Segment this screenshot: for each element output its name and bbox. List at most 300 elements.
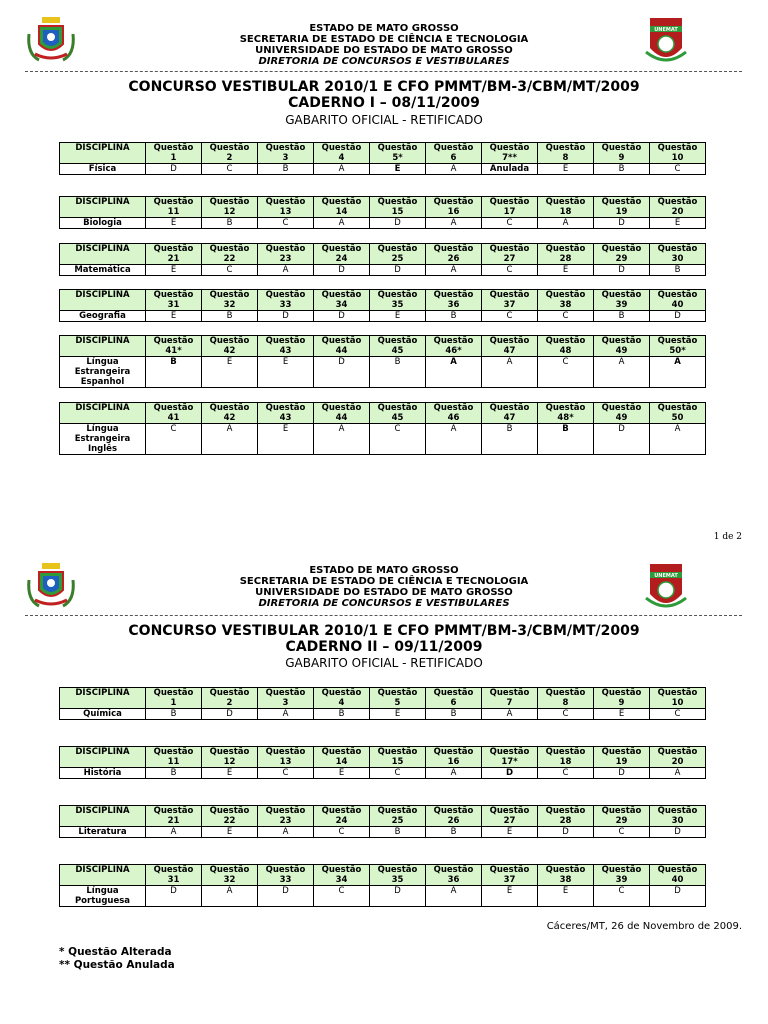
answer-cell: C bbox=[314, 886, 370, 907]
question-label: Questão bbox=[209, 143, 250, 153]
answer-cell: A bbox=[426, 768, 482, 779]
header-disciplina: DISCIPLINA bbox=[60, 688, 146, 709]
answer-cell: A bbox=[538, 218, 594, 229]
question-label: Questão bbox=[321, 244, 362, 254]
question-number: 44 bbox=[335, 346, 348, 356]
question-header bbox=[594, 290, 650, 311]
question-label: Questão bbox=[153, 806, 194, 816]
answer-cell: A bbox=[146, 827, 202, 838]
question-header bbox=[594, 688, 650, 709]
answer-key-table bbox=[59, 142, 706, 175]
question-header bbox=[482, 403, 538, 424]
answer-cell: C bbox=[482, 265, 538, 276]
question-label: Questão bbox=[153, 403, 194, 413]
answer-cell: E bbox=[650, 218, 706, 229]
question-label: Questão bbox=[377, 197, 418, 207]
question-header bbox=[146, 403, 202, 424]
question-label: Questão bbox=[209, 865, 250, 875]
answer-cell: B bbox=[426, 827, 482, 838]
answer-cell: C bbox=[314, 827, 370, 838]
question-header bbox=[314, 747, 370, 768]
question-number: 23 bbox=[279, 254, 292, 264]
question-label: Questão bbox=[657, 143, 698, 153]
question-header bbox=[426, 688, 482, 709]
question-label: Questão bbox=[545, 865, 586, 875]
question-number: 40 bbox=[671, 875, 684, 885]
question-header bbox=[650, 290, 706, 311]
question-header bbox=[370, 688, 426, 709]
question-number: 31 bbox=[167, 875, 180, 885]
question-number: 15 bbox=[391, 757, 404, 767]
question-header bbox=[258, 865, 314, 886]
question-label: Questão bbox=[265, 197, 306, 207]
question-header bbox=[538, 403, 594, 424]
answer-cell: D bbox=[594, 265, 650, 276]
answer-cell: D bbox=[258, 886, 314, 907]
question-label: Questão bbox=[209, 336, 250, 346]
question-header bbox=[482, 336, 538, 357]
answer-cell: C bbox=[202, 265, 258, 276]
question-label: Questão bbox=[153, 688, 194, 698]
answer-cell: A bbox=[314, 424, 370, 455]
answer-cell: B bbox=[146, 768, 202, 779]
answer-key-table bbox=[59, 196, 706, 229]
question-header bbox=[258, 403, 314, 424]
question-label: Questão bbox=[377, 290, 418, 300]
question-number: 31 bbox=[167, 300, 180, 310]
question-label: Questão bbox=[377, 403, 418, 413]
question-number: 21 bbox=[167, 254, 180, 264]
question-number: 30 bbox=[671, 816, 684, 826]
question-number: 17 bbox=[503, 207, 516, 217]
question-number: 33 bbox=[279, 300, 292, 310]
answer-cell: E bbox=[202, 827, 258, 838]
answer-cell: B bbox=[426, 311, 482, 322]
question-number: 5 bbox=[394, 698, 401, 708]
question-header bbox=[594, 806, 650, 827]
question-label: Questão bbox=[489, 336, 530, 346]
question-number: 36 bbox=[447, 300, 460, 310]
question-label: Questão bbox=[153, 290, 194, 300]
page2-caderno: CADERNO II – 09/11/2009 bbox=[285, 639, 483, 655]
question-header bbox=[650, 747, 706, 768]
question-label: Questão bbox=[153, 143, 194, 153]
answer-cell: C bbox=[650, 164, 706, 175]
question-header bbox=[594, 403, 650, 424]
answer-key-table bbox=[59, 864, 706, 907]
question-header bbox=[314, 336, 370, 357]
question-label: Questão bbox=[433, 806, 474, 816]
question-label: Questão bbox=[321, 403, 362, 413]
question-number: 42 bbox=[223, 346, 236, 356]
answer-cell: C bbox=[482, 311, 538, 322]
question-label: Questão bbox=[489, 865, 530, 875]
answer-cell: A bbox=[426, 886, 482, 907]
answer-cell: A bbox=[258, 709, 314, 720]
question-number: 18 bbox=[559, 207, 572, 217]
question-label: Questão bbox=[489, 197, 530, 207]
question-header bbox=[650, 688, 706, 709]
question-label: Questão bbox=[265, 403, 306, 413]
question-label: Questão bbox=[321, 290, 362, 300]
question-header bbox=[146, 865, 202, 886]
answer-cell: C bbox=[594, 827, 650, 838]
question-number: 28 bbox=[559, 816, 572, 826]
question-number: 12 bbox=[223, 207, 236, 217]
question-number: 37 bbox=[503, 875, 516, 885]
question-number: 8 bbox=[562, 153, 569, 163]
question-label: Questão bbox=[265, 336, 306, 346]
answer-cell: A bbox=[426, 265, 482, 276]
question-number: 29 bbox=[615, 816, 628, 826]
answer-cell: C bbox=[538, 768, 594, 779]
answer-cell: C bbox=[538, 357, 594, 388]
question-label: Questão bbox=[321, 143, 362, 153]
header-disciplina: DISCIPLINA bbox=[60, 336, 146, 357]
question-number: 24 bbox=[335, 254, 348, 264]
answer-cell: D bbox=[370, 886, 426, 907]
legend-altered: * Questão Alterada bbox=[59, 946, 172, 958]
question-number: 49 bbox=[615, 346, 628, 356]
question-header bbox=[538, 865, 594, 886]
question-label: Questão bbox=[321, 806, 362, 816]
question-number: 8 bbox=[562, 698, 569, 708]
header-directorate: DIRETORIA DE CONCURSOS E VESTIBULARES bbox=[258, 598, 510, 609]
answer-cell: C bbox=[482, 218, 538, 229]
question-header bbox=[370, 197, 426, 218]
answer-cell: C bbox=[594, 886, 650, 907]
question-header bbox=[650, 244, 706, 265]
question-number: 45 bbox=[391, 413, 404, 423]
question-label: Questão bbox=[601, 865, 642, 875]
answer-key-table bbox=[59, 335, 706, 388]
legend bbox=[59, 946, 175, 972]
question-number: 19 bbox=[615, 757, 628, 767]
question-header bbox=[146, 806, 202, 827]
header-secretariat: SECRETARIA DE ESTADO DE CIÊNCIA E TECNOLOGIA bbox=[239, 34, 529, 45]
question-label: Questão bbox=[601, 403, 642, 413]
question-label: Questão bbox=[209, 403, 250, 413]
answer-cell: A bbox=[650, 768, 706, 779]
question-label: Questão bbox=[657, 865, 698, 875]
question-number: 16 bbox=[447, 207, 460, 217]
question-number: 25 bbox=[391, 816, 404, 826]
question-label: Questão bbox=[265, 290, 306, 300]
answer-cell: E bbox=[258, 357, 314, 388]
question-label: Questão bbox=[265, 747, 306, 757]
question-label: Questão bbox=[153, 747, 194, 757]
question-header bbox=[202, 747, 258, 768]
answer-cell: A bbox=[426, 218, 482, 229]
question-header bbox=[426, 244, 482, 265]
answer-cell: B bbox=[426, 709, 482, 720]
question-header bbox=[426, 143, 482, 164]
question-number: 50 bbox=[671, 413, 684, 423]
answer-cell: E bbox=[538, 164, 594, 175]
question-number: 39 bbox=[615, 300, 628, 310]
question-label: Questão bbox=[601, 244, 642, 254]
question-number: 20 bbox=[671, 207, 684, 217]
answer-cell: D bbox=[146, 886, 202, 907]
question-number: 22 bbox=[223, 254, 236, 264]
answer-key-table bbox=[59, 243, 706, 276]
question-label: Questão bbox=[545, 290, 586, 300]
question-header bbox=[370, 290, 426, 311]
question-label: Questão bbox=[377, 865, 418, 875]
question-label: Questão bbox=[601, 290, 642, 300]
question-label: Questão bbox=[657, 688, 698, 698]
answer-cell: Anulada bbox=[482, 164, 538, 175]
answer-cell: D bbox=[650, 886, 706, 907]
answer-cell: D bbox=[314, 357, 370, 388]
question-label: Questão bbox=[657, 806, 698, 816]
answer-cell: B bbox=[202, 218, 258, 229]
header-disciplina: DISCIPLINA bbox=[60, 865, 146, 886]
question-label: Questão bbox=[433, 244, 474, 254]
question-header bbox=[594, 197, 650, 218]
subject-name: Literatura bbox=[60, 827, 146, 838]
page2-subtitle: GABARITO OFICIAL - RETIFICADO bbox=[285, 656, 483, 670]
header-disciplina: DISCIPLINA bbox=[60, 403, 146, 424]
question-header bbox=[482, 865, 538, 886]
seal-label: UNEMAT bbox=[654, 573, 678, 579]
question-header bbox=[650, 806, 706, 827]
question-header bbox=[258, 197, 314, 218]
question-label: Questão bbox=[601, 336, 642, 346]
question-label: Questão bbox=[433, 197, 474, 207]
question-header bbox=[146, 197, 202, 218]
question-number: 3 bbox=[282, 153, 289, 163]
question-header bbox=[426, 403, 482, 424]
answer-cell: E bbox=[202, 768, 258, 779]
answer-cell: E bbox=[258, 424, 314, 455]
question-header bbox=[482, 747, 538, 768]
question-label: Questão bbox=[489, 403, 530, 413]
question-number: 25 bbox=[391, 254, 404, 264]
question-number: 34 bbox=[335, 300, 348, 310]
question-header bbox=[370, 747, 426, 768]
question-label: Questão bbox=[377, 244, 418, 254]
question-number: 41* bbox=[165, 346, 182, 356]
question-number: 19 bbox=[615, 207, 628, 217]
answer-cell: D bbox=[202, 709, 258, 720]
question-number: 9 bbox=[618, 698, 625, 708]
question-label: Questão bbox=[377, 143, 418, 153]
question-header bbox=[146, 244, 202, 265]
header-disciplina: DISCIPLINA bbox=[60, 806, 146, 827]
question-label: Questão bbox=[545, 197, 586, 207]
answer-cell: A bbox=[314, 164, 370, 175]
question-header bbox=[538, 143, 594, 164]
question-number: 9 bbox=[618, 153, 625, 163]
question-header bbox=[314, 806, 370, 827]
question-header bbox=[370, 806, 426, 827]
answer-cell: C bbox=[370, 768, 426, 779]
page1-subtitle: GABARITO OFICIAL - RETIFICADO bbox=[285, 113, 483, 127]
question-label: Questão bbox=[433, 747, 474, 757]
answer-cell: C bbox=[538, 709, 594, 720]
header-state: ESTADO DE MATO GROSSO bbox=[309, 23, 459, 34]
header-directorate: DIRETORIA DE CONCURSOS E VESTIBULARES bbox=[258, 56, 510, 67]
question-number: 3 bbox=[282, 698, 289, 708]
question-number: 34 bbox=[335, 875, 348, 885]
question-number: 41 bbox=[167, 413, 180, 423]
answer-cell: B bbox=[258, 164, 314, 175]
question-header bbox=[314, 244, 370, 265]
question-header bbox=[202, 290, 258, 311]
answer-cell: D bbox=[594, 424, 650, 455]
question-number: 49 bbox=[615, 413, 628, 423]
question-header bbox=[258, 688, 314, 709]
answer-cell: C bbox=[258, 218, 314, 229]
question-label: Questão bbox=[265, 143, 306, 153]
page1-title: CONCURSO VESTIBULAR 2010/1 E CFO PMMT/BM-3/CBM/MT/2009 bbox=[128, 79, 640, 95]
subject-name: Geografia bbox=[60, 311, 146, 322]
question-label: Questão bbox=[601, 143, 642, 153]
question-label: Questão bbox=[153, 865, 194, 875]
question-number: 44 bbox=[335, 413, 348, 423]
question-label: Questão bbox=[489, 290, 530, 300]
answer-cell: A bbox=[594, 357, 650, 388]
answer-cell: B bbox=[202, 311, 258, 322]
answer-key-table bbox=[59, 746, 706, 779]
answer-cell: B bbox=[314, 709, 370, 720]
question-label: Questão bbox=[657, 197, 698, 207]
answer-cell: C bbox=[258, 768, 314, 779]
answer-cell: C bbox=[650, 709, 706, 720]
subject-name: Química bbox=[60, 709, 146, 720]
question-label: Questão bbox=[209, 197, 250, 207]
question-label: Questão bbox=[489, 143, 530, 153]
answer-cell: E bbox=[370, 709, 426, 720]
question-header bbox=[202, 806, 258, 827]
legend-annulled: ** Questão Anulada bbox=[59, 959, 175, 971]
question-header bbox=[370, 336, 426, 357]
question-header bbox=[482, 244, 538, 265]
question-header bbox=[314, 688, 370, 709]
answer-cell: A bbox=[482, 709, 538, 720]
question-number: 7** bbox=[502, 153, 517, 163]
subject-name: Língua Estrangeira Inglês bbox=[60, 424, 146, 455]
answer-cell: E bbox=[482, 827, 538, 838]
question-number: 37 bbox=[503, 300, 516, 310]
question-number: 23 bbox=[279, 816, 292, 826]
question-header bbox=[538, 688, 594, 709]
header-disciplina: DISCIPLINA bbox=[60, 143, 146, 164]
question-number: 10 bbox=[671, 153, 684, 163]
question-label: Questão bbox=[377, 688, 418, 698]
question-number: 30 bbox=[671, 254, 684, 264]
question-header bbox=[594, 143, 650, 164]
answer-cell: A bbox=[482, 357, 538, 388]
header-disciplina: DISCIPLINA bbox=[60, 290, 146, 311]
question-label: Questão bbox=[153, 336, 194, 346]
question-header bbox=[258, 806, 314, 827]
question-label: Questão bbox=[321, 688, 362, 698]
question-label: Questão bbox=[545, 747, 586, 757]
question-number: 26 bbox=[447, 254, 460, 264]
question-header bbox=[146, 747, 202, 768]
question-label: Questão bbox=[265, 688, 306, 698]
question-label: Questão bbox=[209, 747, 250, 757]
question-header bbox=[314, 197, 370, 218]
answer-cell: A bbox=[650, 357, 706, 388]
question-label: Questão bbox=[321, 336, 362, 346]
header-university: UNIVERSIDADE DO ESTADO DE MATO GROSSO bbox=[255, 45, 513, 56]
question-number: 14 bbox=[335, 207, 348, 217]
question-number: 1 bbox=[170, 153, 177, 163]
question-header bbox=[538, 244, 594, 265]
question-number: 33 bbox=[279, 875, 292, 885]
question-header bbox=[202, 244, 258, 265]
question-header bbox=[202, 865, 258, 886]
question-number: 20 bbox=[671, 757, 684, 767]
answer-key-table bbox=[59, 402, 706, 455]
question-number: 38 bbox=[559, 300, 572, 310]
question-header bbox=[370, 403, 426, 424]
question-label: Questão bbox=[489, 688, 530, 698]
answer-cell: A bbox=[426, 164, 482, 175]
answer-cell: A bbox=[314, 218, 370, 229]
question-header bbox=[370, 244, 426, 265]
question-header bbox=[538, 747, 594, 768]
question-header bbox=[258, 143, 314, 164]
subject-name: Matemática bbox=[60, 265, 146, 276]
question-number: 29 bbox=[615, 254, 628, 264]
question-number: 21 bbox=[167, 816, 180, 826]
question-label: Questão bbox=[321, 865, 362, 875]
question-header bbox=[538, 197, 594, 218]
question-number: 16 bbox=[447, 757, 460, 767]
question-label: Questão bbox=[601, 747, 642, 757]
answer-cell: C bbox=[202, 164, 258, 175]
question-header bbox=[202, 336, 258, 357]
question-label: Questão bbox=[545, 143, 586, 153]
question-number: 4 bbox=[338, 153, 345, 163]
answer-cell: D bbox=[650, 311, 706, 322]
question-label: Questão bbox=[545, 688, 586, 698]
question-label: Questão bbox=[209, 244, 250, 254]
question-header bbox=[146, 688, 202, 709]
question-label: Questão bbox=[433, 143, 474, 153]
subject-name: Física bbox=[60, 164, 146, 175]
question-header bbox=[426, 336, 482, 357]
answer-cell: D bbox=[594, 768, 650, 779]
answer-key-table bbox=[59, 687, 706, 720]
question-number: 27 bbox=[503, 816, 516, 826]
question-header bbox=[202, 197, 258, 218]
question-label: Questão bbox=[377, 806, 418, 816]
answer-cell: B bbox=[538, 424, 594, 455]
question-header bbox=[426, 290, 482, 311]
question-header bbox=[538, 290, 594, 311]
question-label: Questão bbox=[265, 865, 306, 875]
answer-cell: B bbox=[482, 424, 538, 455]
question-label: Questão bbox=[601, 806, 642, 816]
question-header bbox=[314, 143, 370, 164]
answer-cell: A bbox=[202, 424, 258, 455]
question-label: Questão bbox=[153, 197, 194, 207]
question-label: Questão bbox=[433, 403, 474, 413]
question-label: Questão bbox=[377, 747, 418, 757]
question-header bbox=[594, 244, 650, 265]
header-secretariat: SECRETARIA DE ESTADO DE CIÊNCIA E TECNOLOGIA bbox=[239, 576, 529, 587]
question-number: 22 bbox=[223, 816, 236, 826]
question-number: 15 bbox=[391, 207, 404, 217]
question-number: 35 bbox=[391, 300, 404, 310]
answer-cell: A bbox=[426, 424, 482, 455]
question-number: 38 bbox=[559, 875, 572, 885]
